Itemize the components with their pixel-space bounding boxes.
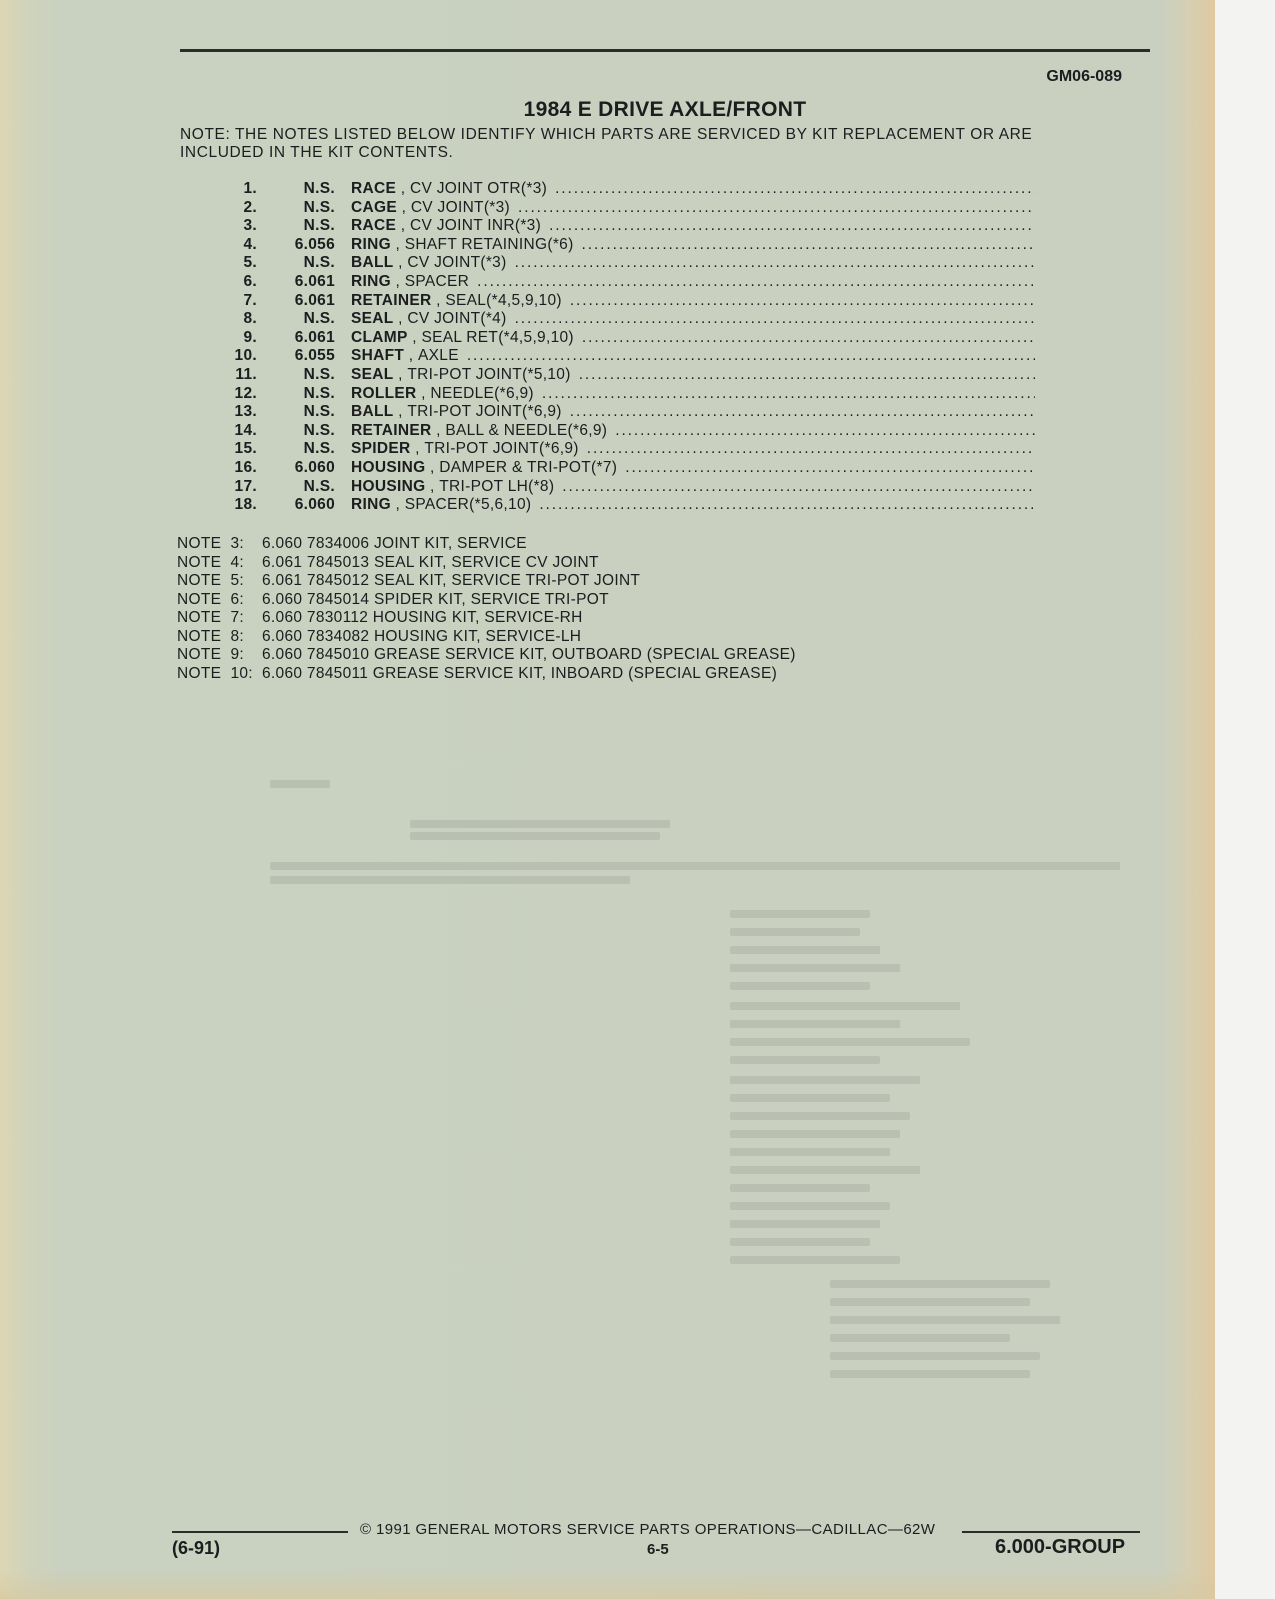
part-number: 8. xyxy=(243,310,257,328)
dot-leader xyxy=(518,199,1035,217)
kit-note-label: NOTE 10: xyxy=(177,664,253,682)
part-description: CV JOINT(*3) xyxy=(407,254,507,272)
intro-note: NOTE: THE NOTES LISTED BELOW IDENTIFY WHICH PARTS ARE SERVICED BY KIT REPLACEMENT OR ARE INCLUDED IN THE KIT CONTENTS. xyxy=(180,126,1033,161)
kit-note-row xyxy=(177,572,977,591)
part-name: HOUSING xyxy=(351,458,426,476)
part-number: 7. xyxy=(243,291,257,309)
part-description: CV JOINT OTR(*3) xyxy=(409,180,548,197)
part-description: TRI-POT JOINT(*5,10) xyxy=(407,365,571,383)
part-row xyxy=(225,236,1035,255)
part-row xyxy=(225,347,1035,366)
kit-note-text: 6.060 7845011 GREASE SERVICE KIT, INBOARD (SPECIAL GREASE) xyxy=(262,664,778,682)
part-description: CV JOINT INR(*3) xyxy=(409,217,542,235)
part-name: CLAMP xyxy=(351,328,408,346)
dot-leader xyxy=(515,310,1035,328)
kit-note-label: NOTE 9: xyxy=(177,646,244,663)
part-description: NEEDLE(*6,9) xyxy=(430,384,534,402)
part-separator: , xyxy=(393,403,408,421)
part-separator: , xyxy=(390,272,405,290)
part-group: N.S. xyxy=(303,440,335,458)
part-name: RACE xyxy=(351,217,397,235)
part-name: CAGE xyxy=(351,198,397,216)
dot-leader xyxy=(555,180,1035,198)
part-description: TRI-POT JOINT(*6,9) xyxy=(407,403,562,421)
part-number: 11. xyxy=(235,365,257,383)
part-number: 18. xyxy=(234,496,257,514)
dot-leader xyxy=(467,347,1035,365)
dot-leader xyxy=(539,496,1035,514)
part-name: RING xyxy=(351,235,391,253)
part-number: 17. xyxy=(234,477,257,495)
part-separator: , xyxy=(390,235,405,253)
part-name: RING xyxy=(351,272,391,290)
paper-edge-shadow xyxy=(0,1569,1215,1599)
part-name: ROLLER xyxy=(351,384,417,402)
part-row xyxy=(225,459,1035,478)
part-separator: , xyxy=(396,198,411,216)
footer-date-code: (6-91) xyxy=(172,1538,221,1558)
part-group: N.S. xyxy=(303,365,335,383)
part-name: RACE xyxy=(351,180,397,197)
part-row xyxy=(225,292,1035,311)
kit-note-text: 6.060 7834082 HOUSING KIT, SERVICE-LH xyxy=(262,627,582,645)
kit-note-text: 6.060 7834006 JOINT KIT, SERVICE xyxy=(262,535,527,552)
part-row xyxy=(225,496,1035,515)
part-number: 12. xyxy=(234,384,257,402)
part-row xyxy=(225,217,1035,236)
dot-leader xyxy=(477,273,1035,291)
part-number: 13. xyxy=(234,403,257,421)
kit-note-text: 6.061 7845012 SEAL KIT, SERVICE TRI-POT JOINT xyxy=(262,572,641,589)
part-group: N.S. xyxy=(303,198,335,216)
part-group: 6.061 xyxy=(294,291,335,309)
part-separator: , xyxy=(393,254,408,272)
part-row xyxy=(225,403,1035,422)
part-separator: , xyxy=(425,458,440,476)
part-separator: , xyxy=(393,365,408,383)
part-name: SHAFT xyxy=(351,347,405,365)
kit-note-label: NOTE 3: xyxy=(177,535,244,552)
part-group: N.S. xyxy=(303,180,335,197)
part-row xyxy=(225,254,1035,273)
part-separator: , xyxy=(396,217,410,235)
part-row xyxy=(225,385,1035,404)
part-description: AXLE xyxy=(418,347,459,365)
part-number: 1. xyxy=(243,180,257,197)
footer-rule-left xyxy=(172,1531,348,1533)
part-group: 6.061 xyxy=(294,272,335,290)
part-row xyxy=(225,329,1035,348)
part-description: CV JOINT(*4) xyxy=(407,310,507,328)
kit-note-text: 6.061 7845013 SEAL KIT, SERVICE CV JOINT xyxy=(262,553,599,571)
part-group: N.S. xyxy=(303,217,335,235)
part-description: SEAL RET(*4,5,9,10) xyxy=(421,328,574,346)
part-group: N.S. xyxy=(303,421,335,439)
part-description: SPACER xyxy=(404,272,470,290)
part-separator: , xyxy=(393,310,408,328)
part-separator: , xyxy=(410,440,425,458)
part-separator: , xyxy=(396,180,410,197)
part-group: N.S. xyxy=(303,403,335,421)
part-number: 4. xyxy=(243,235,257,253)
dot-leader xyxy=(549,217,1035,235)
part-separator: , xyxy=(404,347,418,365)
part-group: 6.056 xyxy=(294,235,335,253)
page-title: 1984 E DRIVE AXLE/FRONT xyxy=(523,98,807,121)
footer-page-number: 6-5 xyxy=(647,1541,669,1558)
footer-copyright: © 1991 GENERAL MOTORS SERVICE PARTS OPERATIONS—CADILLAC—62W xyxy=(360,1521,936,1538)
part-name: BALL xyxy=(351,403,394,421)
part-group: 6.061 xyxy=(294,328,335,346)
part-row xyxy=(225,199,1035,218)
part-group: 6.060 xyxy=(294,496,335,514)
kit-notes-list xyxy=(177,535,977,683)
kit-note-text: 6.060 7845010 GREASE SERVICE KIT, OUTBOARD (SPECIAL GREASE) xyxy=(262,646,796,663)
kit-note-label: NOTE 7: xyxy=(177,609,244,626)
part-number: 10. xyxy=(234,347,257,365)
kit-note-row xyxy=(177,554,977,573)
kit-note-row xyxy=(177,609,977,628)
kit-note-row xyxy=(177,628,977,647)
part-row xyxy=(225,440,1035,459)
dot-leader xyxy=(542,385,1035,403)
part-row xyxy=(225,478,1035,497)
part-description: DAMPER & TRI-POT(*7) xyxy=(439,458,618,476)
kit-note-label: NOTE 6: xyxy=(177,590,244,608)
part-number: 15. xyxy=(234,440,257,458)
part-description: BALL & NEEDLE(*6,9) xyxy=(445,421,608,439)
kit-note-label: NOTE 5: xyxy=(177,572,244,589)
dot-leader xyxy=(587,440,1035,458)
part-name: RING xyxy=(351,496,391,514)
part-name: SEAL xyxy=(351,365,394,383)
bleed-through-ghost-text xyxy=(270,780,1150,1400)
dot-leader xyxy=(582,236,1035,254)
footer-group: 6.000-GROUP xyxy=(995,1536,1126,1558)
part-number: 9. xyxy=(243,328,257,346)
part-name: RETAINER xyxy=(351,421,432,439)
part-description: SHAFT RETAINING(*6) xyxy=(404,235,574,253)
part-name: SPIDER xyxy=(351,440,411,458)
part-description: CV JOINT(*3) xyxy=(410,198,511,216)
part-number: 5. xyxy=(243,254,257,272)
part-separator: , xyxy=(425,477,440,495)
document-code: GM06-089 xyxy=(1046,68,1122,85)
part-separator: , xyxy=(416,384,431,402)
part-group: N.S. xyxy=(303,310,335,328)
part-name: RETAINER xyxy=(351,291,432,309)
dot-leader xyxy=(625,459,1035,477)
part-row xyxy=(225,422,1035,441)
dot-leader xyxy=(582,329,1035,347)
dot-leader xyxy=(570,292,1035,310)
part-number: 16. xyxy=(234,458,257,476)
kit-note-row xyxy=(177,646,977,665)
part-name: SEAL xyxy=(351,310,394,328)
part-group: N.S. xyxy=(303,254,335,272)
part-description: TRI-POT JOINT(*6,9) xyxy=(424,440,579,458)
dot-leader xyxy=(615,422,1035,440)
dot-leader xyxy=(562,478,1035,496)
kit-note-row xyxy=(177,535,977,554)
part-group: 6.060 xyxy=(294,458,335,476)
part-row xyxy=(225,180,1035,199)
kit-note-label: NOTE 8: xyxy=(177,627,244,645)
part-description: SPACER(*5,6,10) xyxy=(404,496,532,514)
part-row xyxy=(225,273,1035,292)
part-group: 6.055 xyxy=(294,347,335,365)
part-row xyxy=(225,310,1035,329)
part-separator: , xyxy=(407,328,422,346)
part-name: HOUSING xyxy=(351,477,426,495)
kit-note-text: 6.060 7845014 SPIDER KIT, SERVICE TRI-POT xyxy=(262,590,609,608)
kit-note-row xyxy=(177,591,977,610)
dot-leader xyxy=(570,403,1035,421)
dot-leader xyxy=(515,254,1035,272)
part-number: 2. xyxy=(243,198,257,216)
kit-note-row xyxy=(177,665,977,684)
top-rule xyxy=(180,49,1150,52)
part-row xyxy=(225,366,1035,385)
part-description: SEAL(*4,5,9,10) xyxy=(445,291,562,309)
part-separator: , xyxy=(390,496,405,514)
part-number: 3. xyxy=(243,217,257,235)
kit-note-label: NOTE 4: xyxy=(177,553,244,571)
part-number: 6. xyxy=(243,272,257,290)
kit-note-text: 6.060 7830112 HOUSING KIT, SERVICE-RH xyxy=(262,609,583,626)
part-name: BALL xyxy=(351,254,394,272)
part-group: N.S. xyxy=(303,384,335,402)
part-number: 14. xyxy=(234,421,257,439)
footer-rule-right xyxy=(962,1531,1140,1533)
part-group: N.S. xyxy=(303,477,335,495)
dot-leader xyxy=(579,366,1035,384)
part-description: TRI-POT LH(*8) xyxy=(439,477,555,495)
part-separator: , xyxy=(431,291,446,309)
parts-list xyxy=(225,180,1035,515)
part-separator: , xyxy=(431,421,446,439)
